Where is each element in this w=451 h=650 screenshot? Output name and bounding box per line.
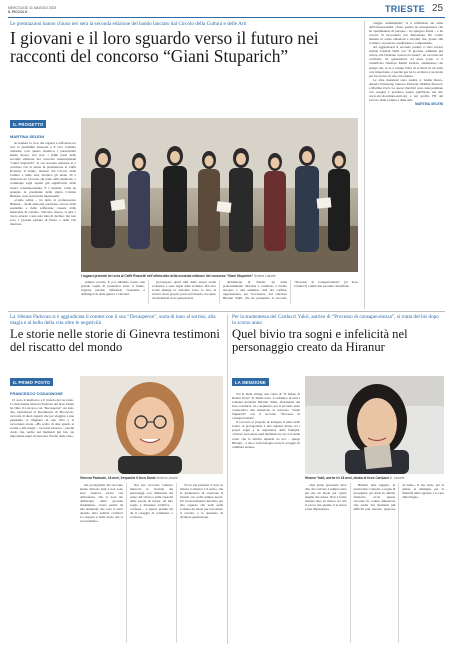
paragraph: Accendere la voce dei ragazzi e rafforzare tra loro la sensibilità letteraria e il vivo scambio culturale. Con questo obiettivo, i partecipanti hanno mosso, ieri sera, i primi passi della seconda edizione del concorso internazionale “Giani Stuparich”, la cui seconda edizione si è conclusa con la serata di premiazione al Caffè Rossetti. Il bando, lanciato dal Circolo della Cultura e delle Arti, invitava gli under 30 a elaborare un racconto sul tema della memoria, o comunque sugli aspetti più significativi della nostra contemporaneità. E i risultati, come ha spiegato la presidente della giuria Cristina Benussi, sono stati molto interessanti. [10,141,76,198]
story-separator [8,311,445,312]
left-body-cols [80,483,223,643]
paper-name: IL PICCOLO [8,10,28,14]
paragraph: Le altre menzioni sono andate a: Giulia Rusco, Alessia Tomasetig, Ginevra Padovan, Matilde Sinovcic e Martina Zoch. Le opere vincitrici sono state premiate con assegni e potranno essere pubblicate sul sito www.circolocultura-earti.org e sul profilo FB del Circolo della Cultura e delle Arti. [369,77,443,102]
paragraph: provengono quasi tutti dalla stessa realtà scolastica e sono legati dalla scrittura. Dai loro scritti emerge la curiosità verso la vita, la ricerca di un proprio posto nel mondo, un senso di solidarietà tra le generazioni. [152,280,216,301]
page-number: 25 [432,3,444,14]
column-divider [364,21,365,309]
right-tag: LA MENZIONE [232,378,269,386]
paragraph: sempre accolte. E poi abbiamo notato una grande voglia di proiettarsi verso il futuro, sognare persino rifiutando l'esistente e dall'angoscia della guerra. I vincitori [81,280,145,297]
portrait-ginevra [80,376,223,474]
right-body-col1 [232,392,300,643]
paragraph: Tra le sue passioni ci sono la lettura, la musica e il teatro, che le permettono di osservare il mondo con occhi sempre nuovi. Un riconoscimento meritato per una ragazza che vede nella scrittura un modo per raccontare il riscatto e la speranza di un'intera generazione. [180,483,223,520]
section-name: TRIESTE [385,4,426,14]
right-kicker: Per la studentessa del Carducci Yakii, autrice di “Processo di consapevolezza”, si tratta del bis dopo lo scorso anno [232,314,439,326]
paragraph: Il racconto si propone di indagare il tema della scelta: la protagonista è una ragazza divisa tra i propri sogni e le aspettative della famiglia. «Volevo raccontare quel momento in cui ci si rende conto che la felicità dipende da noi – spiega Hiranur – e che a volte bisogna avere il coraggio di cambiare strada». [232,420,300,449]
photo-credit: Andrea Lasorte [156,476,179,480]
issue-date: MERCOLEDÌ 31 MAGGIO 2023 [8,6,57,10]
photo-credit: A. Lasorte [389,476,405,480]
lead-headline: I giovani e il loro sguardo verso il futuro nei racconti del concorso “Giani Stuparich” [10,28,319,67]
lead-body-left [10,141,76,283]
paragraph [10,398,74,438]
right-body-cols [305,483,444,643]
paragraph: viaggio sentimentale” si è soffermata sul tema dell'omosessualità. «Sono partita da un'esperienza che ho sperimentato di persona – ha spiegato Parisi – e ho cercato di raccontarla con delicatezza. Ho voluto mettere in scena emozioni e incontri che, grazie alla scrittura, si possono condividere e comprendere. [369,21,443,46]
right-photo [305,376,444,474]
paragraph: Nel suo racconto, Ginevra intreccia le vicende dei personaggi con riflessioni sul senso del vivere e sulla capacità delle parole di curare. «Il mio sogno è diventare scrittrice – confessa – e questo premio mi dà il coraggio di continuare a scrivere». [130,483,173,520]
paragraph: «Come ormai – ha detto la professoressa Benussi – molti elaborati parlavano ancora della pandemia e delle sofferenze causate dalla mancanza di contatto. Stavolta, invece, si gira a vuoto attorno a una sola idea di declino: ma non solo. I giovani parlano di futuro e della vita interiore. [10,197,76,226]
lead-photo-caption [81,274,358,278]
paragraph: Gli protagonisti del racconto hanno diciotto anni e non sono eroi: Ginevra scrive con delicatezza, che si nota sin dall'incipit della giovane studentessa. «Sono partita da una domanda: che cosa ci salva quando tutto sembra crollare? La risposta è nelle storie che ci raccontiamo». [80,483,123,524]
paragraph: Ad aggiudicarsi il secondo premio è stato invece Adrian Cristian Surbi con “Il giovane cammina più veloce, ma l'anziano conosce la strada”, un racconto sul confronto tra generazioni. Al terzo posto si è classificata Ghofran Khalil Gebran, studentessa che spiega che, se le è venuta l'idea di scrivere di un tema così importante, è perché per lei la scrittura è un modo per far uscire ciò che si ha dentro. [369,45,443,78]
right-photo-caption [305,476,447,480]
left-body-col1 [10,398,74,643]
paragraph: all'edizione di Trieste: un tema profondamente rilevante e condiviso a livello europeo e una semplice città del confine, rappresentata, per l'occasione, dal vincitore Hiranur Yakii, che ha presentato il racconto “Processo di consapevolezza” (al liceo Carducci) e dalle due seconde classificate. [223,280,358,301]
signature: MARTINA SELENI [415,101,443,106]
column-divider [227,314,228,644]
caption-text: I ragazzi premiati ieri sera al Caffè Rossetti nell'ultimo atto della seconda edizione del concorso “Giani Stuparich” [81,274,254,278]
lead-body-right [369,21,443,309]
masthead-meta [8,6,56,14]
lead-author: MARTINA SELENI [10,134,44,139]
paragraph-text: Ci sono il medioevo e il mondo del racconto. La diciottenne Ginevra Padovan del liceo Dante ha vinto il concorso con “Decasperon”, un testo che, ispirandosi al Decameron di Boccaccio, racconta di dieci ragazzi che per sfuggire a una pandemia si rifugiano in una villa e si raccontano storie. «Ho scelto di dare spazio ai sorrisi e alla magia – racconta Ginevra – perché credo che, anche nei momenti più bui, sia importante saper riconoscere il bello della vita». [10,398,74,439]
left-tag: IL PRIMO POSTO [10,378,53,386]
right-headline: Quel bivio tra sogni e infelicità nel personaggio creato da Hiranur [232,327,408,355]
left-photo [80,376,223,474]
left-kicker: La 18enne Padovan si è aggiudicata il contest con il suo “Decasperon”, sorta di inno al sorriso, alla magia e al bello della vita oltre le negatività [10,314,216,326]
paragraph: Tra le mani stringe una copia di “Il tempo di Robert Frost” di Emile Zola. L'archetipo di tutti i romanzi moderni. Hiranur Yakii, diciottenne del liceo Carducci, ha conquistato per il secondo anno consecutivo una menzione al concorso “Giani Stuparich” con il racconto “Processo di consapevolezza”. [232,392,300,421]
lead-kicker: Le premiazioni hanno chiuso ieri sera la seconda edizione del bando lanciato dal Circolo della Cultura e delle Arti [10,21,247,27]
paragraph: «Sul piano personale devo dire che scrivere è sempre stato per me un modo per capire meglio me stessa. Non è facile mettere nero su bianco ciò che si prova, ma quando ci si riesce è una liberazione». [305,483,347,512]
lead-body-mid [81,280,358,304]
lead-tag: IL PROGETTO [10,120,46,128]
left-author: FRANCESCO CODAGNONE [10,391,63,396]
paragraph: Hiranur ama leggere, in particolare i classici, e sogna di proseguire gli studi in ambito letterario. «Con questo racconto ho voluto dimostrare che anche dai momenti più difficili può nascere qualcosa di bello». Il suo testo, per la giuria, si distingue per la maturità dello sguardo e la cura della lingua. [353,483,444,512]
caption-text: Hiranur Yakii, anche lei 18 anni, studia al liceo Carducci [305,476,390,480]
portrait-hiranur [305,376,444,474]
masthead-rule [8,17,445,18]
caption-text: Ginevra Padovan, 18 anni, frequenta il liceo Dante [80,476,156,480]
left-headline: Le storie nelle storie di Ginevra testimoni del riscatto del mondo [10,327,220,355]
group-photo-illustration [81,118,358,272]
left-photo-caption [80,476,226,480]
lead-photo [81,118,358,272]
photo-credit: Andrea Lasorte [253,274,276,278]
